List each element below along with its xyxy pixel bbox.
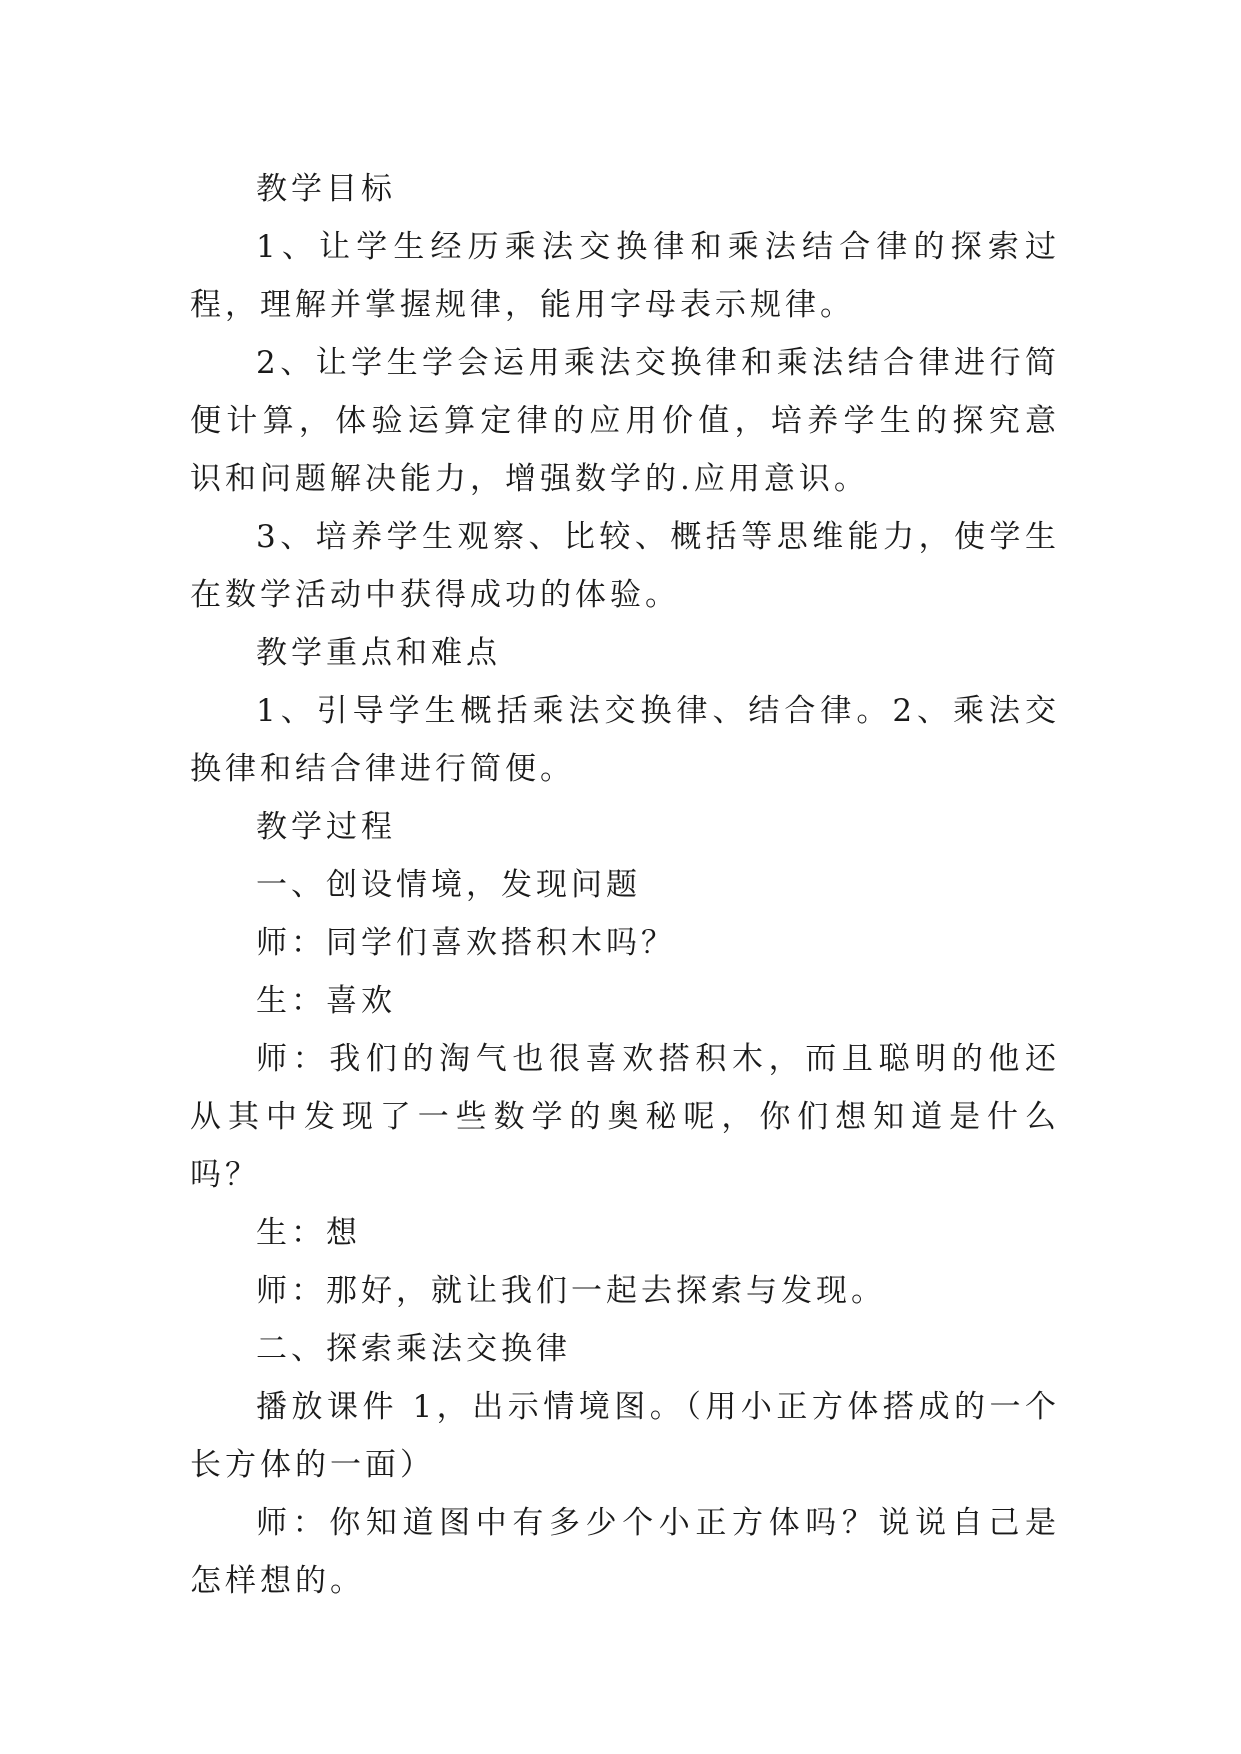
heading-key-points: 教学重点和难点 bbox=[256, 635, 501, 671]
dialogue-line: 师：那好，就让我们一起去探索与发现。 bbox=[256, 1273, 886, 1309]
heading-teaching-goals: 教学目标 bbox=[256, 171, 396, 207]
section-1-heading: 一、创设情境，发现问题 bbox=[256, 867, 641, 903]
dialogue-line: 师：你知道图中有多少个小正方体吗？说说自己是怎样想的。 bbox=[190, 1505, 1060, 1599]
dialogue-line: 生：想 bbox=[256, 1215, 361, 1251]
document-body bbox=[190, 160, 1060, 1610]
goal-3-paragraph: 3、培养学生观察、比较、概括等思维能力，使学生在数学活动中获得成功的体验。 bbox=[190, 519, 1060, 613]
goal-2-paragraph: 2、让学生学会运用乘法交换律和乘法结合律进行简便计算，体验运算定律的应用价值，培养学生的探究意识和问题解决能力，增强数学的.应用意识。 bbox=[190, 345, 1060, 497]
dialogue-line: 生：喜欢 bbox=[256, 983, 396, 1019]
heading-teaching-process: 教学过程 bbox=[256, 809, 396, 845]
courseware-paragraph: 播放课件 1，出示情境图。（用小正方体搭成的一个长方体的一面） bbox=[190, 1389, 1060, 1483]
dialogue-line: 师：我们的淘气也很喜欢搭积木，而且聪明的他还从其中发现了一些数学的奥秘呢，你们想知道是什么吗？ bbox=[190, 1041, 1060, 1193]
section-2-heading: 二、探索乘法交换律 bbox=[256, 1331, 571, 1367]
goal-1-paragraph: 1、让学生经历乘法交换律和乘法结合律的探索过程，理解并掌握规律，能用字母表示规律。 bbox=[190, 229, 1060, 323]
dialogue-line: 师：同学们喜欢搭积木吗？ bbox=[256, 925, 676, 961]
key-points-paragraph: 1、引导学生概括乘法交换律、结合律。2、乘法交换律和结合律进行简便。 bbox=[190, 693, 1060, 787]
